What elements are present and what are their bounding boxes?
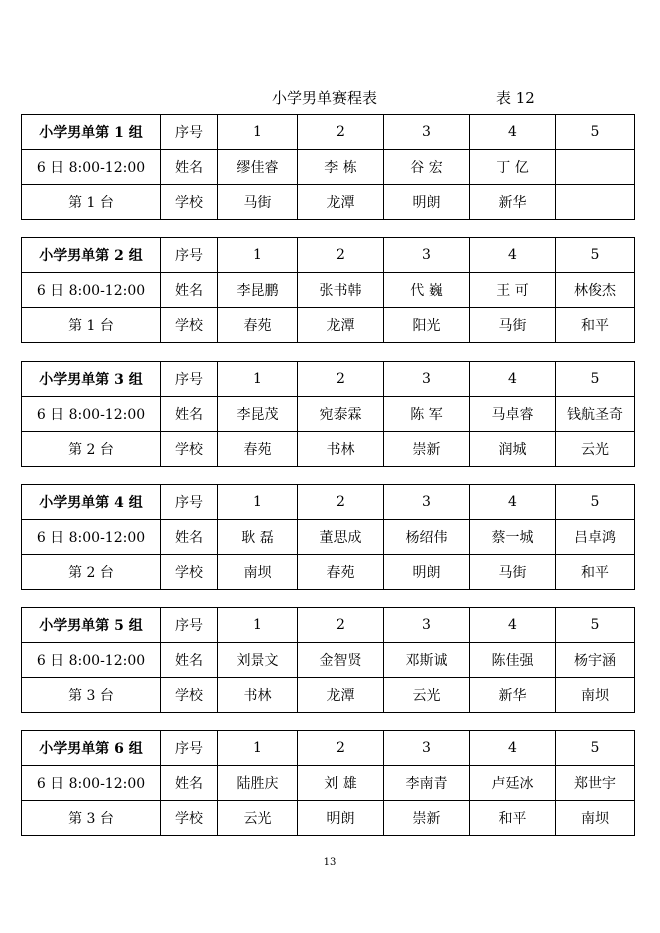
seq-cell: 5 (556, 608, 635, 643)
player-name-cell (556, 150, 635, 185)
school-cell: 南坝 (218, 555, 298, 590)
seq-cell: 4 (470, 238, 556, 273)
school-cell: 春苑 (218, 308, 298, 343)
name-row (22, 643, 635, 678)
school-label: 学校 (161, 308, 218, 343)
player-name-cell: 马卓睿 (470, 397, 556, 432)
name-row (22, 520, 635, 555)
group-title: 小学男单第 3 组 (22, 362, 161, 397)
seq-cell: 3 (384, 238, 470, 273)
school-cell: 新华 (470, 678, 556, 713)
seq-cell: 1 (218, 362, 298, 397)
seq-cell: 1 (218, 115, 298, 150)
group-title: 小学男单第 6 组 (22, 731, 161, 766)
school-row (22, 678, 635, 713)
seq-cell: 5 (556, 731, 635, 766)
school-cell: 阳光 (384, 308, 470, 343)
seq-cell: 3 (384, 485, 470, 520)
school-label: 学校 (161, 801, 218, 836)
seq-row (22, 608, 635, 643)
seq-cell: 1 (218, 731, 298, 766)
seq-row (22, 362, 635, 397)
seq-label: 序号 (161, 485, 218, 520)
player-name-cell: 张书韩 (298, 273, 384, 308)
page-number: 13 (323, 857, 337, 868)
school-cell: 书林 (298, 432, 384, 467)
school-cell: 新华 (470, 185, 556, 220)
group-table (21, 484, 635, 590)
table-assignment: 第 2 台 (22, 432, 161, 467)
seq-cell: 4 (470, 115, 556, 150)
school-label: 学校 (161, 432, 218, 467)
seq-cell: 2 (298, 115, 384, 150)
seq-label: 序号 (161, 238, 218, 273)
name-label: 姓名 (161, 520, 218, 555)
player-name-cell: 代 巍 (384, 273, 470, 308)
school-row (22, 555, 635, 590)
match-time: 6 日 8:00-12:00 (22, 766, 161, 801)
school-cell: 龙潭 (298, 308, 384, 343)
school-cell: 润城 (470, 432, 556, 467)
school-cell: 崇新 (384, 801, 470, 836)
school-label: 学校 (161, 555, 218, 590)
match-time: 6 日 8:00-12:00 (22, 643, 161, 678)
school-cell: 马街 (218, 185, 298, 220)
name-row (22, 397, 635, 432)
school-cell: 龙潭 (298, 678, 384, 713)
name-label: 姓名 (161, 273, 218, 308)
player-name-cell: 陈 军 (384, 397, 470, 432)
seq-cell: 2 (298, 238, 384, 273)
player-name-cell: 林俊杰 (556, 273, 635, 308)
table-number: 表 12 (496, 89, 535, 107)
group-table (21, 114, 635, 220)
player-name-cell: 陈佳强 (470, 643, 556, 678)
player-name-cell: 杨宇涵 (556, 643, 635, 678)
school-cell: 马街 (470, 555, 556, 590)
player-name-cell: 蔡一城 (470, 520, 556, 555)
player-name-cell: 李昆鹏 (218, 273, 298, 308)
school-label: 学校 (161, 185, 218, 220)
school-cell: 龙潭 (298, 185, 384, 220)
group-table (21, 237, 635, 343)
match-time: 6 日 8:00-12:00 (22, 150, 161, 185)
seq-cell: 1 (218, 238, 298, 273)
player-name-cell: 谷 宏 (384, 150, 470, 185)
school-cell: 明朗 (384, 555, 470, 590)
player-name-cell: 董思成 (298, 520, 384, 555)
page-title: 小学男单赛程表 (272, 89, 378, 107)
name-row (22, 766, 635, 801)
school-cell: 南坝 (556, 678, 635, 713)
player-name-cell: 金智贤 (298, 643, 384, 678)
seq-label: 序号 (161, 731, 218, 766)
school-cell: 和平 (470, 801, 556, 836)
school-cell: 明朗 (384, 185, 470, 220)
match-time: 6 日 8:00-12:00 (22, 397, 161, 432)
school-cell: 南坝 (556, 801, 635, 836)
school-cell: 和平 (556, 308, 635, 343)
table-assignment: 第 2 台 (22, 555, 161, 590)
table-assignment: 第 3 台 (22, 801, 161, 836)
player-name-cell: 耿 磊 (218, 520, 298, 555)
school-cell (556, 185, 635, 220)
school-cell: 云光 (218, 801, 298, 836)
player-name-cell: 丁 亿 (470, 150, 556, 185)
seq-row (22, 238, 635, 273)
seq-cell: 3 (384, 115, 470, 150)
school-cell: 云光 (384, 678, 470, 713)
table-assignment: 第 1 台 (22, 185, 161, 220)
player-name-cell: 邓斯诚 (384, 643, 470, 678)
group-table (21, 730, 635, 836)
player-name-cell: 缪佳睿 (218, 150, 298, 185)
seq-cell: 2 (298, 485, 384, 520)
name-row (22, 150, 635, 185)
school-row (22, 432, 635, 467)
seq-cell: 2 (298, 362, 384, 397)
group-title: 小学男单第 2 组 (22, 238, 161, 273)
name-label: 姓名 (161, 397, 218, 432)
seq-cell: 3 (384, 362, 470, 397)
player-name-cell: 王 可 (470, 273, 556, 308)
player-name-cell: 李南青 (384, 766, 470, 801)
player-name-cell: 钱航圣奇 (556, 397, 635, 432)
school-cell: 明朗 (298, 801, 384, 836)
seq-row (22, 731, 635, 766)
player-name-cell: 李 栋 (298, 150, 384, 185)
school-label: 学校 (161, 678, 218, 713)
school-cell: 云光 (556, 432, 635, 467)
name-label: 姓名 (161, 766, 218, 801)
school-row (22, 185, 635, 220)
seq-row (22, 485, 635, 520)
name-label: 姓名 (161, 643, 218, 678)
seq-cell: 4 (470, 608, 556, 643)
player-name-cell: 陆胜庆 (218, 766, 298, 801)
seq-cell: 5 (556, 238, 635, 273)
group-table (21, 607, 635, 713)
group-table (21, 361, 635, 467)
table-assignment: 第 1 台 (22, 308, 161, 343)
seq-cell: 1 (218, 608, 298, 643)
seq-cell: 5 (556, 362, 635, 397)
player-name-cell: 杨绍伟 (384, 520, 470, 555)
match-time: 6 日 8:00-12:00 (22, 520, 161, 555)
player-name-cell: 郑世宇 (556, 766, 635, 801)
seq-label: 序号 (161, 362, 218, 397)
player-name-cell: 李昆茂 (218, 397, 298, 432)
name-row (22, 273, 635, 308)
group-title: 小学男单第 4 组 (22, 485, 161, 520)
school-cell: 马街 (470, 308, 556, 343)
match-time: 6 日 8:00-12:00 (22, 273, 161, 308)
school-cell: 春苑 (218, 432, 298, 467)
school-row (22, 308, 635, 343)
group-title: 小学男单第 1 组 (22, 115, 161, 150)
seq-cell: 4 (470, 485, 556, 520)
seq-row (22, 115, 635, 150)
seq-cell: 5 (556, 485, 635, 520)
school-cell: 书林 (218, 678, 298, 713)
seq-cell: 3 (384, 731, 470, 766)
seq-cell: 4 (470, 362, 556, 397)
seq-label: 序号 (161, 115, 218, 150)
seq-cell: 5 (556, 115, 635, 150)
seq-cell: 2 (298, 731, 384, 766)
school-row (22, 801, 635, 836)
group-title: 小学男单第 5 组 (22, 608, 161, 643)
player-name-cell: 吕卓鸿 (556, 520, 635, 555)
school-cell: 崇新 (384, 432, 470, 467)
player-name-cell: 刘景文 (218, 643, 298, 678)
name-label: 姓名 (161, 150, 218, 185)
player-name-cell: 宛泰霖 (298, 397, 384, 432)
player-name-cell: 刘 雄 (298, 766, 384, 801)
seq-cell: 2 (298, 608, 384, 643)
seq-cell: 3 (384, 608, 470, 643)
seq-cell: 4 (470, 731, 556, 766)
school-cell: 和平 (556, 555, 635, 590)
table-assignment: 第 3 台 (22, 678, 161, 713)
player-name-cell: 卢廷冰 (470, 766, 556, 801)
school-cell: 春苑 (298, 555, 384, 590)
seq-cell: 1 (218, 485, 298, 520)
seq-label: 序号 (161, 608, 218, 643)
